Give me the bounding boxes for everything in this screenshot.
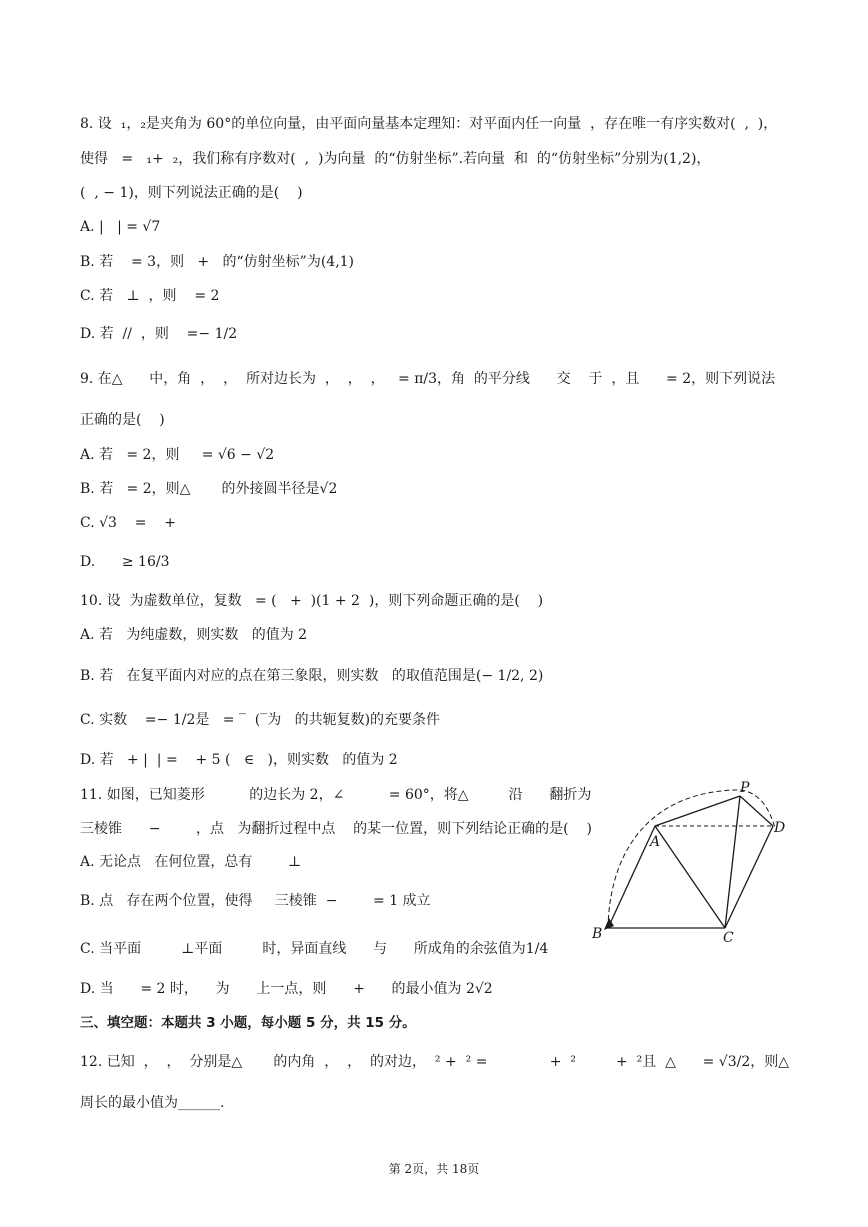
edge-cd bbox=[725, 826, 773, 928]
rhombus-fold-figure bbox=[590, 780, 790, 950]
q8-option-b: B. 若 = 3，则 + 的“仿射坐标”为(4,1) bbox=[80, 254, 355, 270]
q10-option-d: D. 若 + | | = + 5 ( ∈ )，则实数 的值为 2 bbox=[80, 752, 398, 768]
q10-option-b: B. 若 在复平面内对应的点在第三象限，则实数 的取值范围是(− 1/2, 2) bbox=[80, 668, 544, 684]
edge-ba bbox=[608, 826, 655, 928]
label-c: C bbox=[723, 930, 734, 946]
q8-option-a: A. | | = √7 bbox=[80, 219, 161, 235]
q8-option-c: C. 若 ⊥ ，则 = 2 bbox=[80, 288, 220, 304]
q10-stem: 10. 设 为虚数单位，复数 = ( + )(1 + 2 )，则下列命题正确的是( ) bbox=[80, 593, 544, 609]
edge-pa bbox=[655, 796, 740, 826]
q11-option-c: C. 当平面 ⊥平面 时，异面直线 与 所成角的余弦值为1/4 bbox=[80, 941, 549, 957]
label-d: D bbox=[774, 820, 786, 836]
edge-pc bbox=[725, 796, 740, 928]
q9-option-d: D. ≥ 16/3 bbox=[80, 554, 170, 570]
label-p: P bbox=[740, 780, 750, 796]
q10-option-c: C. 实数 =− 1/2是 = ‾ (‾为 的共轭复数)的充要条件 bbox=[80, 712, 441, 728]
q12-stem-line1: 12. 已知 ， ， 分别是△ 的内角 ， ， 的对边， ² + ² = + ² + ²且 △ = √3/2，则△ bbox=[80, 1054, 790, 1070]
q8-stem-line3: ( , − 1)，则下列说法正确的是( ) bbox=[80, 185, 303, 201]
label-b: B bbox=[592, 926, 603, 942]
q11-option-a: A. 无论点 在何位置，总有 ⊥ bbox=[80, 854, 302, 870]
q11-stem-line2: 三棱锥 − ，点 为翻折过程中点 的某一位置，则下列结论正确的是( ) bbox=[80, 821, 592, 837]
q8-stem-line2: 使得 = ₁+ ₂，我们称有序数对( , )为向量 的“仿射坐标”.若向量 和 的“仿射坐标”分别为(1,2)， bbox=[80, 151, 711, 167]
q11-option-d: D. 当 = 2 时， 为 上一点，则 + 的最小值为 2√2 bbox=[80, 981, 493, 997]
fold-arc-dashed bbox=[608, 790, 775, 928]
q8-option-d: D. 若 // ，则 =− 1/2 bbox=[80, 326, 238, 342]
q9-stem-line2: 正确的是( ) bbox=[80, 412, 165, 428]
page-footer: 第 2页，共 18页 bbox=[388, 1162, 480, 1176]
edge-ac bbox=[655, 826, 725, 928]
q12-stem-line2: 周长的最小值为______. bbox=[80, 1095, 225, 1111]
q9-stem-line1: 9. 在△ 中，角 ， ， 所对边长为 ， ， ， = π/3，角 的平分线 交 于 ，且 = 2，则下列说法 bbox=[80, 371, 776, 387]
q10-option-a: A. 若 为纯虚数，则实数 的值为 2 bbox=[80, 627, 308, 643]
q9-option-a: A. 若 = 2，则 = √6 − √2 bbox=[80, 447, 275, 463]
q11-stem-line1: 11. 如图，已知菱形 的边长为 2，∠ = 60°，将△ 沿 翻折为 bbox=[80, 787, 592, 803]
q9-option-b: B. 若 = 2，则△ 的外接圆半径是√2 bbox=[80, 481, 338, 497]
q8-stem-line1: 8. 设 ₁，₂是夹角为 60°的单位向量，由平面向量基本定理知：对平面内任一向量 ，存在唯一有序实数对( , )， bbox=[80, 116, 778, 132]
q11-option-b: B. 点 存在两个位置，使得 三棱锥 − = 1 成立 bbox=[80, 893, 431, 909]
label-a: A bbox=[650, 834, 661, 850]
q9-option-c: C. √3 = + bbox=[80, 515, 177, 531]
section-fill-in-heading: 三、填空题：本题共 3 小题，每小题 5 分，共 15 分。 bbox=[80, 1015, 416, 1031]
